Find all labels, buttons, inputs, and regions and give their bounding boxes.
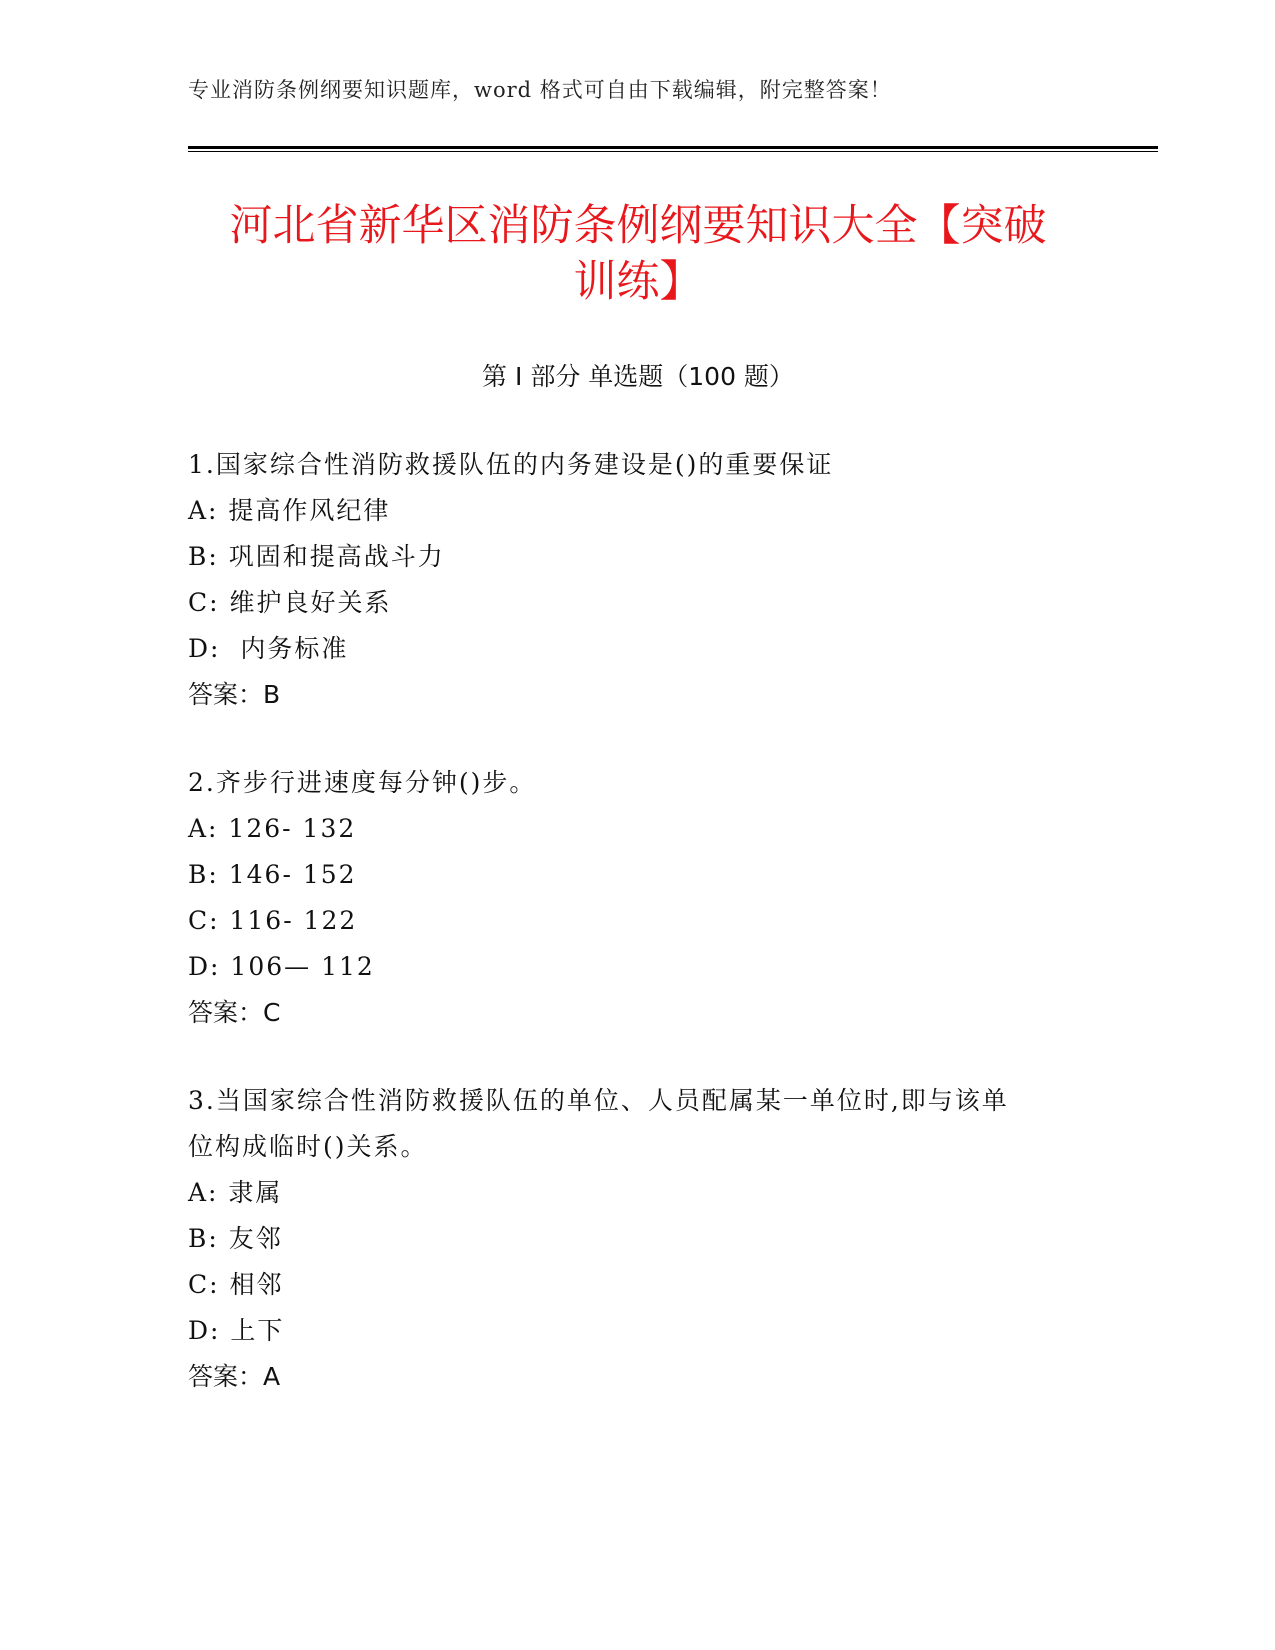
answer: 答案：A [188, 1362, 281, 1391]
answer: 答案：B [188, 680, 281, 709]
option-a: A: 提高作风纪律 [188, 496, 391, 525]
option-c: C: 维护良好关系 [188, 588, 392, 617]
option-d: D: 上下 [188, 1316, 285, 1345]
option-d: D: 内务标准 [188, 634, 349, 663]
option-c: C: 相邻 [188, 1270, 284, 1299]
question-2 [188, 760, 1088, 1036]
option-b: B: 友邻 [188, 1224, 283, 1253]
document-title-line-2: 训练】 [573, 257, 703, 307]
option-b: B: 146- 152 [188, 860, 357, 889]
option-a: A: 隶属 [188, 1178, 283, 1207]
section-heading: 第 I 部分 单选题（100 题） [482, 362, 794, 391]
header-note: 专业消防条例纲要知识题库，word 格式可自由下载编辑，附完整答案！ [188, 78, 892, 102]
option-a: A: 126- 132 [188, 814, 357, 843]
question-list [188, 442, 1088, 1442]
question-stem-continued: 位构成临时()关系。 [188, 1132, 428, 1161]
header-rule-thin [188, 151, 1158, 152]
header-rule-thick [188, 146, 1158, 149]
question-stem: 1.国家综合性消防救援队伍的内务建设是()的重要保证 [188, 450, 834, 479]
option-d: D: 106— 112 [188, 952, 375, 981]
question-stem: 2.齐步行进速度每分钟()步。 [188, 768, 537, 797]
answer: 答案：C [188, 998, 281, 1027]
document-title [188, 198, 1088, 310]
question-1 [188, 442, 1088, 718]
document-title-line-1: 河北省新华区消防条例纲要知识大全【突破 [229, 201, 1047, 251]
option-c: C: 116- 122 [188, 906, 358, 935]
option-b: B: 巩固和提高战斗力 [188, 542, 445, 571]
question-3 [188, 1078, 1088, 1400]
question-stem: 3.当国家综合性消防救援队伍的单位、人员配属某一单位时,即与该单 [188, 1086, 1009, 1115]
